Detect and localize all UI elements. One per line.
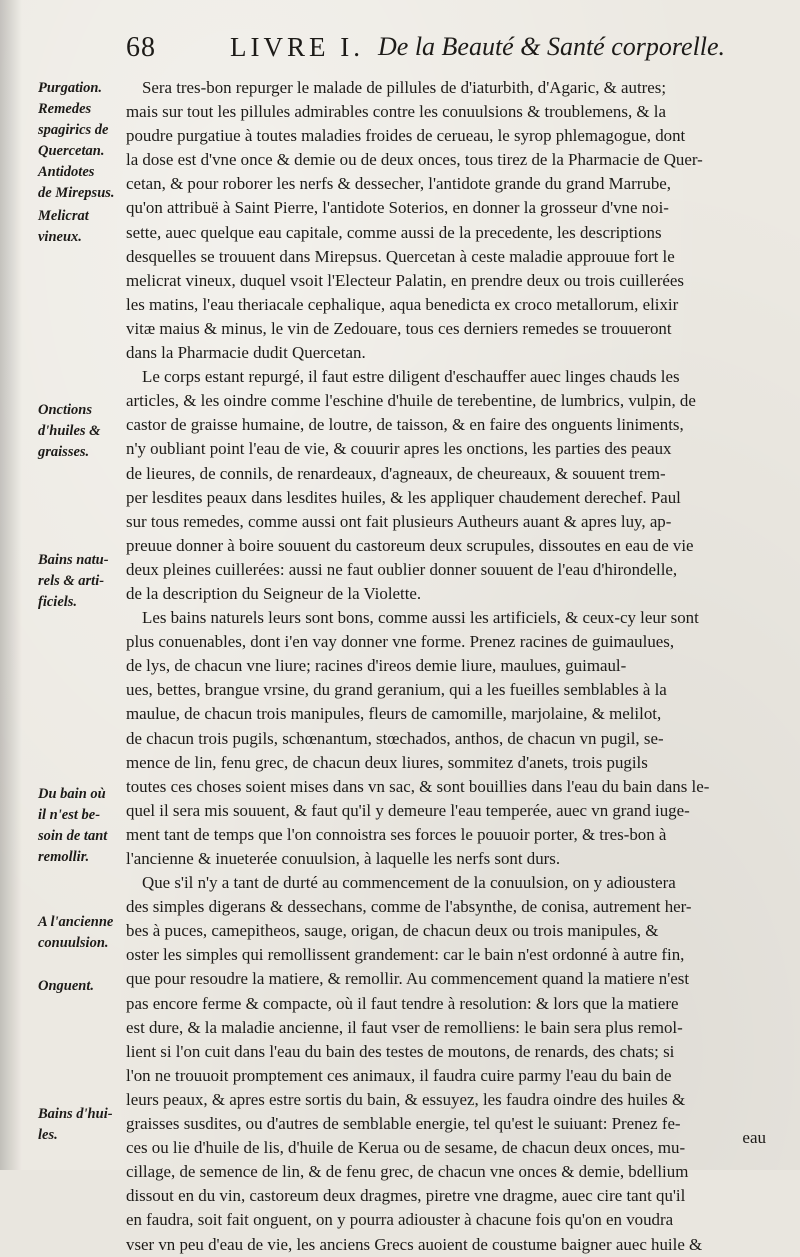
margin-note-line: il n'est be- [38,807,101,823]
text-line: n'y oubliant point l'eau de vie, & couurir apres les onctions, les parties des peaux [126,439,672,459]
text-line: lient si l'on cuit dans l'eau du bain des testes de moutons, de renards, des chats; si [126,1041,675,1061]
text-line: pas encore ferme & compacte, où il faut tendre à resolution: & lors que la matiere [126,993,679,1013]
text-line: cetan, & pour roborer les nerfs & dessecher, l'antidote grande du grand Marrube, [126,174,672,194]
margin-note-line: Bains natu- [38,552,109,568]
text-line: vser vn peu d'eau de vie, les anciens Grecs auoient de coustume baigner auec huile & [126,1234,703,1254]
margin-note-line: les. [38,1127,58,1143]
margin-note-line: Melicrat [38,208,89,224]
text-line: de lieures, de connils, de renardeaux, d'agneaux, de cheureaux, & souuent trem- [126,463,666,483]
text-line: qu'on attribuë à Saint Pierre, l'antidote Soterios, en donner la grosseur d'vne noi- [126,198,669,218]
margin-note-line: conuulsion. [38,935,109,951]
text-line: deux pleines cuillerées: aussi ne faut oublier donner souuent de l'eau d'hirondelle, [126,559,678,579]
running-title: De la Beauté & Santé corporelle. [378,32,726,61]
text-line: ces ou lie d'huile de lis, d'huile de Kerua ou de sesame, de chacun deux onces, mu- [126,1138,686,1158]
margin-note-line: Bains d'hui- [38,1106,113,1122]
book-label: LIVRE I. [230,32,364,62]
margin-note [38,162,130,204]
margin-note-line: graisses. [38,444,90,460]
margin-note-line: Remedes [38,101,92,117]
margin-note [38,1104,130,1146]
margin-note [38,78,130,162]
text-line: oster les simples qui remollissent grandement: car le bain n'est ordonné à autre fin, [126,945,685,965]
margin-note-line: Onctions [38,402,92,418]
text-line: maulue, de chacun trois manipules, fleurs de camomille, marjolaine, & melilot, [126,704,662,724]
margin-notes [38,0,130,1170]
text-line: la dose est d'vne once & demie ou de deux onces, tous tirez de la Pharmacie de Quer- [126,150,703,170]
text-line: l'on ne trouuoit promptement ces animaux, il faudra cuire parmy l'eau du bain de [126,1065,672,1085]
text-line: cillage, de semence de lin, & de fenu grec, de chacun vne onces & demie, bdellium [126,1162,689,1182]
margin-note-line: A l'ancienne [38,914,114,930]
main-text [126,76,768,1257]
text-line: mence de lin, fenu grec, de chacun deux liures, sommitez d'anets, trois pugils [126,752,648,772]
margin-note-line: ficiels. [38,594,78,610]
margin-note-line: Antidotes [38,164,95,180]
margin-note-line: Purgation. [38,80,103,96]
text-line: sur tous remedes, comme aussi ont fait plusieurs Autheurs auant & apres luy, ap- [126,511,672,531]
margin-note-line: vineux. [38,229,82,245]
margin-note-line: Onguent. [38,978,95,994]
catchword: eau [742,1128,766,1147]
margin-note-line: rels & arti- [38,573,105,589]
text-line: toutes ces choses soient mises dans vn sac, & sont bouillies dans l'eau du bain dans le- [126,776,710,796]
text-line: les matins, l'eau theriacale cephalique, aqua benedicta ex croco metallorum, elixir [126,294,679,314]
margin-note [38,206,130,248]
gutter-shadow [0,0,22,1170]
text-line: Les bains naturels leurs sont bons, comme aussi les artificiels, & ceux-cy leur sont [142,608,699,628]
margin-note-line: spagirics de [38,122,109,138]
text-line: de lys, de chacun vne liure; racines d'ireos demie liure, maulues, guimaul- [126,656,627,676]
page-number: 68 [126,32,156,63]
text-line: est dure, & la maladie ancienne, il faut vser de remolliens: le bain sera plus remol- [126,1017,683,1037]
text-line: articles, & les oindre comme l'eschine d'huile de terebentine, de lumbrics, vulpin, de [126,391,696,411]
text-line: plus conuenables, dont i'en vay donner vne forme. Prenez racines de guimaulues, [126,632,675,652]
text-line: ues, bettes, brangue vrsine, du grand geranium, qui a les fueilles semblables à la [126,680,667,700]
margin-note-line: Quercetan. [38,143,105,159]
margin-note-line: soin de tant [38,828,108,844]
text-line: sette, auec quelque eau capitale, comme aussi de la precedente, les descriptions [126,222,662,242]
text-line: de chacun trois pugils, schœnantum, stœchados, anthos, de chacun vn pugil, se- [126,728,664,748]
margin-note [38,912,130,954]
text-line: l'ancienne & inueterée conuulsion, à laquelle les nerfs sont durs. [126,849,561,868]
text-line: preuue donner à boire souuent du castoreum deux scrupules, dissoutes en eau de vie [126,535,694,555]
margin-note-line: d'huiles & [38,423,101,439]
margin-note [38,784,130,868]
text-line: poudre purgatiue à toutes maladies froides de cerueau, le syrop phlemagogue, dont [126,126,686,146]
text-line: graisses susdites, ou d'autres de semblable energie, tel qu'est le suiuant: Prenez fe- [126,1114,681,1134]
text-line: de la description du Seigneur de la Violette. [126,583,422,603]
text-line: des simples digerans & dessechans, comme de l'absynthe, de conisa, autrement her- [126,897,692,917]
text-line: Le corps estant repurgé, il faut estre diligent d'eschauffer auec linges chauds les [142,367,680,387]
text-line: leurs peaux, & apres estre sortis du bain, & essuyez, les faudra oindre des huiles & [126,1089,686,1109]
text-line: mais sur tout les pillules admirables contre les conuulsions & troublemens, & la [126,102,666,122]
text-line: que pour resoudre la matiere, & remollir. Au commencement quand la matiere n'est [126,969,690,989]
margin-note [38,976,130,997]
text-line: dissout en du vin, castoreum deux dragmes, piretre vne dragme, auec cire tant qu'il [126,1186,686,1206]
text-line: vitæ maius & minus, le vin de Zedouare, tous ces derniers remedes se trouueront [126,318,672,338]
text-line: Sera tres-bon repurger le malade de pillules de d'iaturbith, d'Agaric, & autres; [142,78,667,97]
text-line: castor de graisse humaine, de loutre, de taisson, & en faire des onguents liniments, [126,415,684,435]
text-line: melicrat vineux, duquel vsoit l'Electeur Palatin, en prendre deux ou trois cuillerées [126,270,684,290]
text-line: en faudra, soit fait onguent, on y pourra adiouster à chacune fois qu'on en voudra [126,1210,674,1230]
margin-note-line: de Mirepsus. [38,185,115,201]
running-header [126,26,766,70]
text-line: Que s'il n'y a tant de durté au commencement de la conuulsion, on y adioustera [142,873,676,893]
text-line: dans la Pharmacie dudit Quercetan. [126,343,366,363]
text-line: desquelles se trouuent dans Mirepsus. Quercetan à ceste maladie approuue fort le [126,246,675,266]
margin-note [38,550,130,613]
margin-note-line: Du bain où [38,786,106,802]
text-line: bes à puces, camepitheos, sauge, origan, de chacun deux ou trois manipules, & [126,921,659,941]
text-line: per lesdites peaux dans lesdites huiles, & les appliquer chaudement derechef. Paul [126,487,681,507]
text-line: quel il sera mis souuent, & faut qu'il y demeure l'eau temperée, auec vn grand iuge- [126,800,690,820]
margin-note [38,400,130,463]
text-line: ment tant de temps que l'on connoistra ses forces le pouuoir porter, & tres-bon à [126,824,667,844]
margin-note-line: remollir. [38,849,90,865]
